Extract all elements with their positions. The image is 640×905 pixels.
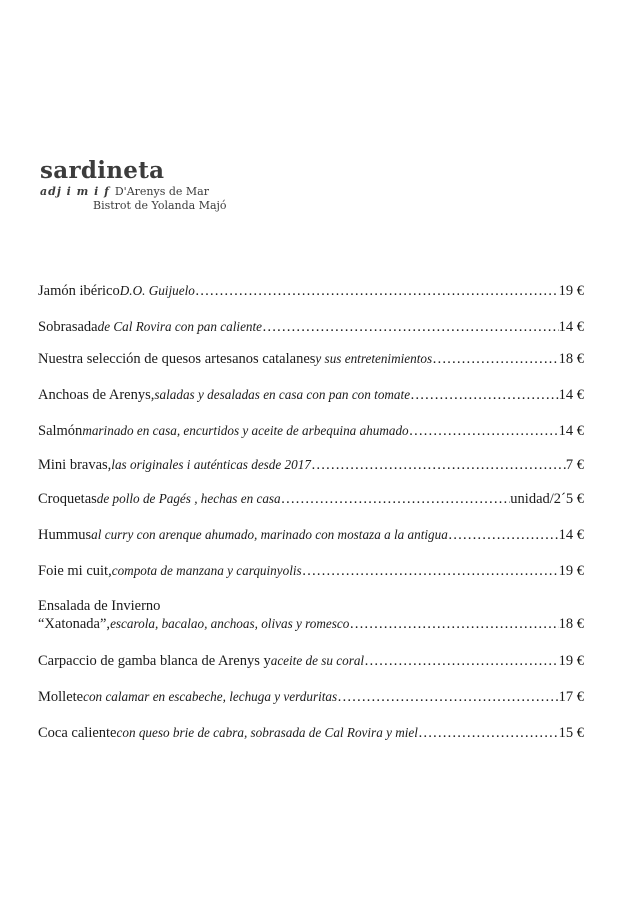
item-name: Salmón — [38, 423, 83, 439]
item-price: 14 € — [558, 387, 584, 403]
item-description: compota de manzana y carquinyolis — [111, 563, 302, 578]
item-description: de pollo de Pagés , hechas en casa — [96, 491, 281, 506]
item-description: de Cal Rovira con pan caliente — [97, 319, 263, 334]
leader-dots — [262, 318, 559, 336]
menu-item — [38, 652, 584, 670]
logo-tag: adj i m i f — [40, 185, 110, 198]
item-price: 7 € — [565, 457, 584, 473]
leader-dots — [448, 526, 559, 544]
menu-item — [38, 490, 584, 508]
item-price: 15 € — [558, 725, 584, 741]
logo-line-1 — [40, 185, 227, 199]
item-name: Anchoas de Arenys, — [38, 387, 155, 403]
item-description: las originales i auténticas desde 2017 — [111, 457, 311, 472]
menu-item — [38, 350, 584, 368]
leader-dots — [349, 615, 558, 633]
item-name: Mollete — [38, 689, 84, 705]
item-name: Carpaccio de gamba blanca de Arenys y — [38, 653, 271, 669]
item-description: con calamar en escabeche, lechuga y verduritas — [83, 689, 338, 704]
item-price: 19 € — [558, 283, 584, 299]
item-name: Hummus — [38, 527, 92, 543]
menu-item — [38, 456, 584, 474]
logo-location: D'Arenys de Mar — [114, 185, 209, 198]
item-price: 19 € — [558, 563, 584, 579]
item-description: D.O. Guijuelo — [119, 283, 195, 298]
item-title: Ensalada de Invierno — [38, 598, 161, 614]
menu-item — [38, 724, 584, 742]
logo-name: sardineta — [40, 157, 165, 184]
item-description: escarola, bacalao, anchoas, olivas y romesco — [110, 616, 350, 631]
item-description: marinado en casa, encurtidos y aceite de arbequina ahumado — [82, 423, 409, 438]
item-description: al curry con arenque ahumado, marinado con mostaza a la antigua — [91, 527, 448, 542]
leader-dots — [195, 282, 559, 300]
item-price: 18 € — [558, 351, 584, 367]
item-price: 14 € — [558, 319, 584, 335]
item-price: 14 € — [558, 527, 584, 543]
leader-dots — [311, 456, 566, 474]
menu-item — [38, 282, 584, 300]
leader-dots — [337, 688, 558, 706]
menu-item — [38, 386, 584, 404]
leader-dots — [410, 386, 559, 404]
leader-dots — [281, 490, 511, 508]
item-name: Mini bravas, — [38, 457, 112, 473]
item-name: Coca caliente — [38, 725, 117, 741]
item-name: Jamón ibérico — [38, 283, 120, 299]
item-price: 18 € — [558, 616, 584, 632]
menu-item — [38, 318, 584, 336]
menu-item — [38, 597, 584, 633]
item-description: aceite de su coral — [270, 653, 365, 668]
leader-dots — [409, 422, 559, 440]
menu-item — [38, 422, 584, 440]
menu-item — [38, 562, 584, 580]
item-price: 14 € — [558, 423, 584, 439]
item-description: y sus entretenimientos — [315, 351, 433, 366]
logo-subtitle: Bistrot de Yolanda Majó — [93, 199, 227, 212]
item-name: Foie mi cuit, — [38, 563, 112, 579]
menu-item — [38, 688, 584, 706]
item-price: unidad/2´5 € — [510, 491, 584, 507]
item-name: Nuestra selección de quesos artesanos catalanes — [38, 351, 316, 367]
leader-dots — [432, 350, 559, 368]
item-price: 17 € — [558, 689, 584, 705]
menu-item — [38, 526, 584, 544]
item-name: Croquetas — [38, 491, 97, 507]
leader-dots — [418, 724, 559, 742]
item-price: 19 € — [558, 653, 584, 669]
item-description: con queso brie de cabra, sobrasada de Cal Rovira y miel — [116, 725, 418, 740]
item-name: “Xatonada”, — [38, 616, 111, 632]
leader-dots — [302, 562, 559, 580]
leader-dots — [364, 652, 559, 670]
restaurant-logo — [40, 158, 227, 213]
item-name: Sobrasada — [38, 319, 98, 335]
item-description: saladas y desaladas en casa con pan con tomate — [154, 387, 411, 402]
